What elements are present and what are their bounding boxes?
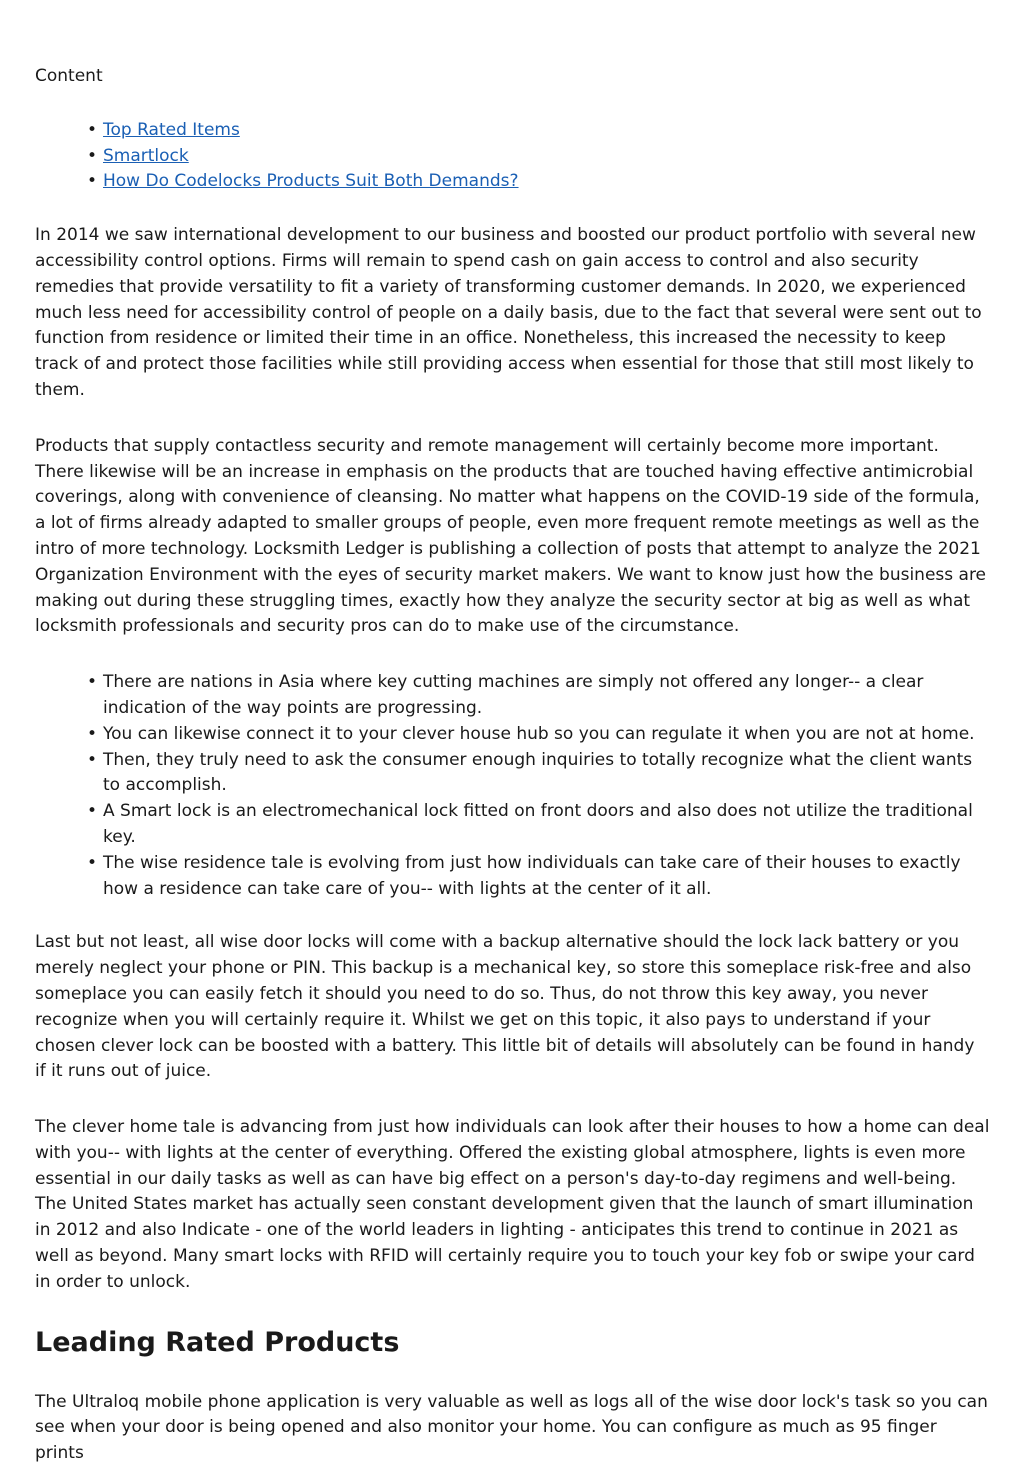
content-label: Content bbox=[35, 66, 103, 86]
toc-item bbox=[103, 144, 990, 170]
list-item: • You can likewise connect it to your clever house hub so you can regulate it when you are not at home. bbox=[103, 722, 990, 748]
list-item: • A Smart lock is an electromechanical lock fitted on front doors and also does not utilize the traditional key. bbox=[103, 799, 990, 851]
toc-link-smartlock[interactable]: Smartlock bbox=[103, 145, 189, 166]
body-paragraph: Last but not least, all wise door locks will come with a backup alternative should the lock lack battery or you merely neglect your phone or PIN. This backup is a mechanical key, so store this someplace risk-free and also someplace you can easily fetch it should you need to do so. Thus, do not throw this key away, you never recognize when you will certainly require it. Whilst we get on this topic, it also pays to understand if your chosen clever lock can be boosted with a battery. This little bit of details will absolutely can be found in handy if it runs out of juice. bbox=[35, 932, 975, 1082]
list-item: • Then, they truly need to ask the consumer enough inquiries to totally recognize what the client wants to accomplish. bbox=[103, 748, 990, 800]
toc-item bbox=[103, 169, 990, 195]
list-item: • There are nations in Asia where key cutting machines are simply not offered any longer-- a clear indication of the way points are progressing. bbox=[103, 670, 990, 722]
toc-item bbox=[103, 118, 990, 144]
body-paragraph: Products that supply contactless security and remote management will certainly become more important. There likewise will be an increase in emphasis on the products that are touched having effective antimicrobial coverings, along with convenience of cleansing. No matter what happens on the COVID-19 side of the formula, a lot of firms already adapted to smaller groups of people, even more frequent remote meetings as well as the intro of more technology. Locksmith Ledger is publishing a collection of posts that attempt to analyze the 2021 Organization Environment with the eyes of security market makers. We want to know just how the business are making out during these struggling times, exactly how they analyze the security sector at big as well as what locksmith professionals and security pros can do to make use of the circumstance. bbox=[35, 435, 987, 637]
body-paragraph: The Ultraloq mobile phone application is very valuable as well as logs all of the wise door lock's task so you can see when your door is being opened and also monitor your home. You can configure as much as 95 finger prints bbox=[35, 1391, 988, 1464]
section-heading: Leading Rated Products bbox=[35, 1326, 400, 1358]
toc-link-codelocks[interactable]: How Do Codelocks Products Suit Both Demands? bbox=[103, 171, 519, 192]
table-of-contents bbox=[35, 118, 990, 195]
body-paragraph: The clever home tale is advancing from just how individuals can look after their houses to how a home can deal with you-- with lights at the center of everything. Offered the existing global atmosphere, lights is even more essential in our daily tasks as well as can have big effect on a person's day-to-day regimens and well-being. The United States market has actually seen constant development given that the launch of smart illumination in 2012 and also Indicate - one of the world leaders in lighting - anticipates this trend to continue in 2021 as well as beyond. Many smart locks with RFID will certainly require you to touch your key fob or swipe your card in order to unlock. bbox=[35, 1117, 990, 1292]
bullet-list bbox=[35, 670, 990, 902]
body-paragraph: In 2014 we saw international development to our business and boosted our product portfolio with several new accessibility control options. Firms will remain to spend cash on gain access to control and also security remedies that provide versatility to fit a variety of transforming customer demands. In 2020, we experienced much less need for accessibility control of people on a daily basis, due to the fact that several were sent out to function from residence or limited their time in an office. Nonetheless, this increased the necessity to keep track of and protect those facilities while still providing access when essential for those that still most likely to them. bbox=[35, 225, 982, 400]
list-item: • The wise residence tale is evolving from just how individuals can take care of their houses to exactly how a residence can take care of you-- with lights at the center of it all. bbox=[103, 851, 990, 903]
toc-link-top-rated-items[interactable]: Top Rated Items bbox=[103, 119, 240, 140]
